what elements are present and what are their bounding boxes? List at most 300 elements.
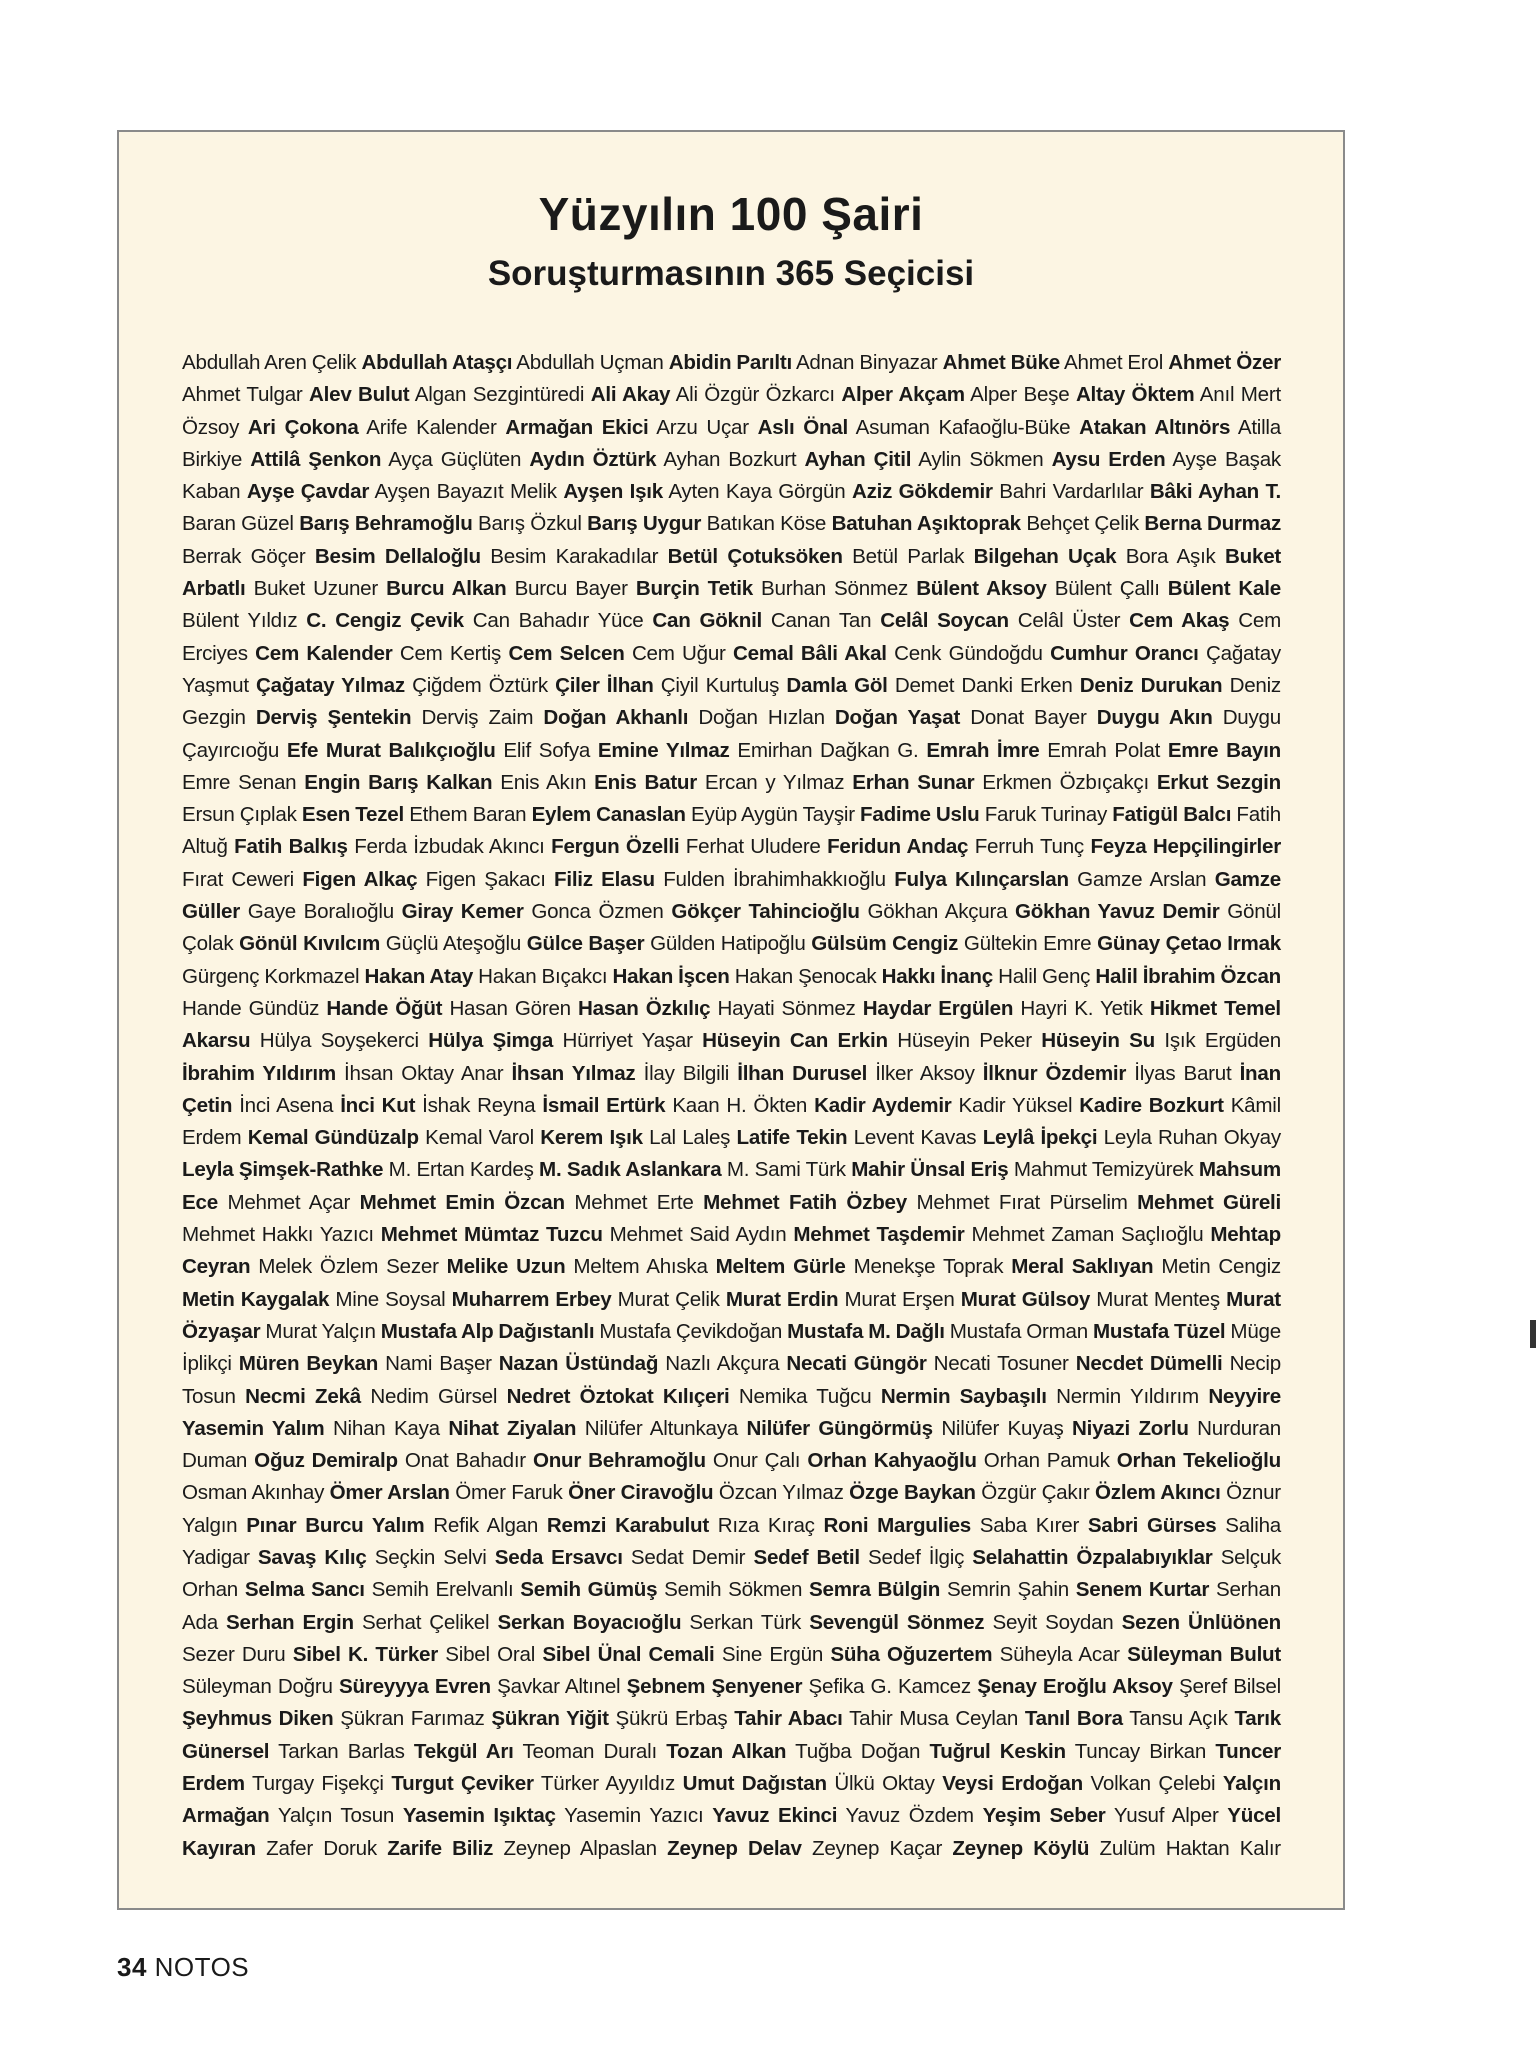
selector-name: Ülkü Oktay bbox=[834, 1772, 935, 1796]
selector-name: Öznur Yalgın bbox=[182, 1481, 1281, 1537]
selector-name: Ferhat Uludere bbox=[685, 835, 821, 859]
selector-name: Nihat Ziyalan bbox=[448, 1416, 577, 1440]
selector-name: Mehmet Said Aydın bbox=[609, 1223, 787, 1247]
selector-name: İbrahim Yıldırım bbox=[182, 1061, 336, 1085]
selector-name: Melike Uzun bbox=[446, 1255, 566, 1279]
selector-name: Doğan Yaşat bbox=[834, 706, 961, 730]
selector-name: Serhan Ada bbox=[182, 1578, 1281, 1634]
selector-name: Duygu Çayırcıoğu bbox=[182, 706, 1281, 762]
selector-name: Adnan Binyazar bbox=[795, 351, 938, 374]
selector-name: Çiğdem Öztürk bbox=[412, 673, 548, 697]
selector-name: Osman Akınhay bbox=[182, 1481, 325, 1505]
selector-name: Seda Ersavcı bbox=[494, 1545, 623, 1569]
selector-name: Gültekin Emre bbox=[963, 932, 1092, 956]
selector-name: Sibel Oral bbox=[445, 1642, 536, 1666]
selector-name: Hakan Atay bbox=[364, 964, 474, 988]
selector-name: Enis Akın bbox=[500, 770, 587, 794]
selector-name: İnci Asena bbox=[239, 1093, 334, 1117]
selector-name: Armağan Ekici bbox=[505, 415, 649, 439]
selector-name: Nilüfer Kuyaş bbox=[941, 1416, 1064, 1440]
selector-name: Turgut Çeviker bbox=[391, 1772, 534, 1796]
selector-name: Tahir Musa Ceylan bbox=[849, 1707, 1019, 1731]
selector-name: Nihan Kaya bbox=[332, 1416, 440, 1440]
selector-name: Faruk Turinay bbox=[984, 803, 1108, 827]
selector-name: Engin Barış Kalkan bbox=[304, 770, 493, 794]
selector-name: Saba Kırer bbox=[979, 1513, 1080, 1537]
selector-name: Günay Çetao Irmak bbox=[1097, 932, 1281, 956]
selector-name: Tuğrul Keskin bbox=[929, 1739, 1066, 1763]
selector-name: Nazan Üstündağ bbox=[498, 1352, 659, 1376]
selector-name: Burcu Alkan bbox=[386, 577, 507, 601]
selector-name: Gülsüm Cengiz bbox=[811, 932, 959, 956]
selector-name: Yeşim Seber bbox=[982, 1804, 1106, 1828]
selector-name: Murat Erşen bbox=[844, 1287, 955, 1311]
selector-name: Halil İbrahim Özcan bbox=[1095, 964, 1282, 988]
selector-name: Nermin Saybaşılı bbox=[880, 1384, 1047, 1408]
selector-name: Hikmet Temel Akarsu bbox=[182, 996, 1281, 1053]
selector-name: Selçuk Orhan bbox=[182, 1545, 1281, 1602]
selector-name: Ayşen Işık bbox=[563, 480, 663, 504]
selector-name: Mehmet Hakkı Yazıcı bbox=[182, 1223, 374, 1247]
selector-name: Ethem Baran bbox=[409, 803, 527, 827]
selector-name: Besim Dellaloğlu bbox=[314, 544, 481, 568]
selector-name: Buket Arbatlı bbox=[182, 544, 1282, 601]
selector-name: Savaş Kılıç bbox=[257, 1545, 367, 1569]
selector-name: Ayhan Çitil bbox=[804, 447, 912, 471]
selector-name: Bora Aşık bbox=[1125, 544, 1216, 568]
selector-name: Gülce Başer bbox=[526, 932, 645, 956]
selector-name: Hasan Gören bbox=[449, 996, 571, 1020]
selector-name: Bâki Ayhan T. bbox=[1149, 480, 1281, 504]
selector-name: Roni Margulies bbox=[823, 1513, 971, 1537]
selector-name: Fergun Özelli bbox=[551, 835, 680, 859]
selector-name: Zeynep Köylü bbox=[952, 1836, 1090, 1860]
selector-name: Alper Beşe bbox=[970, 383, 1070, 407]
selector-name: Barış Behramoğlu bbox=[299, 512, 473, 536]
selector-name: Demet Danki Erken bbox=[894, 673, 1073, 697]
selector-name: Semra Bülgin bbox=[809, 1578, 941, 1602]
selector-name: Emirhan Dağkan G. bbox=[737, 738, 919, 762]
selector-name: Leyla Şimşek-Rathke bbox=[182, 1158, 384, 1182]
selector-name: Sezer Duru bbox=[182, 1642, 286, 1666]
selector-name: Arife Kalender bbox=[366, 415, 497, 439]
selector-name: Alper Akçam bbox=[841, 383, 965, 407]
selector-name: Barış Özkul bbox=[478, 512, 582, 536]
selector-name: Derviş Şentekin bbox=[255, 706, 412, 730]
selector-name: Pınar Burcu Yalım bbox=[246, 1513, 425, 1537]
selector-name: M. Sami Türk bbox=[726, 1158, 846, 1182]
selector-name: Baran Güzel bbox=[182, 512, 294, 536]
selector-name: Berna Durmaz bbox=[1144, 512, 1281, 536]
selector-name: Celâl Üster bbox=[1017, 609, 1121, 633]
selector-name: Nilüfer Güngörmüş bbox=[746, 1416, 933, 1440]
selector-name: Lal Laleş bbox=[649, 1126, 731, 1150]
selector-name: Ali Akay bbox=[590, 383, 671, 407]
selector-name: Sine Ergün bbox=[721, 1642, 824, 1666]
page-subtitle: Soruşturmasının 365 Seçicisi bbox=[487, 254, 975, 293]
selector-name: Ömer Arslan bbox=[329, 1481, 450, 1505]
selector-name: Ayça Güçlüten bbox=[388, 447, 522, 471]
selector-name: Nilüfer Altunkaya bbox=[584, 1416, 738, 1440]
selector-name: Cem Kalender bbox=[255, 641, 393, 665]
selector-name: Necip Tosun bbox=[182, 1352, 1281, 1408]
selector-name: Cem Erciyes bbox=[182, 609, 1281, 665]
selector-name: Ferruh Tunç bbox=[974, 835, 1084, 859]
selector-name: Cemal Bâli Akal bbox=[733, 641, 887, 665]
selector-name: Cenk Gündoğdu bbox=[894, 641, 1043, 665]
selector-name: Necdet Dümelli bbox=[1075, 1352, 1223, 1376]
page-number: 34 bbox=[117, 1952, 147, 1982]
selector-name: Asuman Kafaoğlu-Büke bbox=[855, 415, 1071, 439]
selector-name: Tarık Günersel bbox=[182, 1707, 1281, 1763]
selector-name: Serhan Ergin bbox=[226, 1610, 354, 1634]
selector-name: Gökhan Yavuz Demir bbox=[1015, 900, 1220, 924]
selector-name: Mustafa Alp Dağıstanlı bbox=[380, 1319, 595, 1343]
selector-name: Şükran Farımaz bbox=[340, 1707, 485, 1731]
selector-name: Şeref Bilsel bbox=[1178, 1675, 1281, 1699]
selector-name: Hande Gündüz bbox=[182, 996, 320, 1020]
selector-name: Latife Tekin bbox=[736, 1126, 848, 1150]
selector-name: Semih Erelvanlı bbox=[371, 1578, 514, 1602]
selector-name: Giray Kemer bbox=[401, 900, 524, 924]
selector-name: Abidin Parıltı bbox=[668, 351, 792, 374]
selector-name: Cem Kertiş bbox=[399, 641, 502, 665]
selector-name: Ayhan Bozkurt bbox=[663, 447, 797, 471]
selector-name: Rıza Kıraç bbox=[717, 1513, 815, 1537]
selector-name: Şeyhmus Diken bbox=[182, 1707, 334, 1731]
selector-name: Fulden İbrahimhakkıoğlu bbox=[663, 867, 886, 891]
selector-name: Necati Tosuner bbox=[933, 1352, 1069, 1376]
selector-name: Enis Batur bbox=[594, 770, 698, 794]
selector-name: Figen Alkaç bbox=[302, 867, 418, 891]
selector-name: İlyas Barut bbox=[1134, 1061, 1232, 1085]
selector-name: Niyazi Zorlu bbox=[1071, 1416, 1189, 1440]
selector-name: Çağatay Yaşmut bbox=[182, 641, 1281, 697]
selector-name: İhsan Oktay Anar bbox=[344, 1061, 504, 1085]
selector-name: Eyüp Aygün Tayşir bbox=[690, 803, 855, 827]
selector-name: Mehmet Açar bbox=[227, 1190, 351, 1214]
selector-name: Bahri Vardarlılar bbox=[999, 480, 1144, 504]
selector-name: Semih Sökmen bbox=[664, 1578, 803, 1602]
selector-name: Hakan Bıçakcı bbox=[478, 964, 608, 988]
selector-name: Hasan Özkılıç bbox=[578, 996, 711, 1020]
selector-name: Ari Çokona bbox=[247, 415, 359, 439]
selector-name: Özcan Yılmaz bbox=[718, 1481, 844, 1505]
selector-name: Behçet Çelik bbox=[1026, 512, 1139, 536]
selector-name: İshak Reyna bbox=[422, 1093, 536, 1117]
selector-name: Mustafa M. Dağlı bbox=[787, 1319, 945, 1343]
selector-name: Tahir Abacı bbox=[734, 1707, 843, 1731]
selector-name: Çağatay Yılmaz bbox=[255, 673, 405, 697]
selector-name: Tozan Alkan bbox=[666, 1739, 787, 1763]
selector-name: Öner Ciravoğlu bbox=[568, 1481, 714, 1505]
selector-name: Nermin Yıldırım bbox=[1056, 1384, 1199, 1408]
selector-name: Şükrü Erbaş bbox=[615, 1707, 728, 1731]
selector-name: Yasemin Yazıcı bbox=[564, 1804, 704, 1828]
page-title: Yüzyılın 100 Şairi bbox=[538, 188, 924, 240]
selector-name: Necati Güngör bbox=[786, 1352, 927, 1376]
selector-name: Metin Cengiz bbox=[1161, 1255, 1281, 1279]
selector-name: Şebnem Şenyener bbox=[626, 1675, 803, 1699]
selector-name: Mustafa Çevikdoğan bbox=[599, 1319, 783, 1343]
selector-name: Mehmet Erte bbox=[574, 1190, 694, 1214]
selector-name: Aysu Erden bbox=[1051, 447, 1166, 471]
selector-name: Müge İplikçi bbox=[182, 1319, 1281, 1376]
selector-name: Anıl Mert Özsoy bbox=[182, 383, 1281, 439]
selector-name: Buket Uzuner bbox=[253, 577, 378, 601]
selector-name: Leylâ İpekçi bbox=[982, 1126, 1098, 1150]
selector-name: Derviş Zaim bbox=[421, 706, 534, 730]
selector-name: Zarife Biliz bbox=[387, 1836, 494, 1860]
selector-name: Turgay Fişekçi bbox=[252, 1772, 384, 1796]
selector-name: Meltem Gürle bbox=[715, 1255, 846, 1279]
selector-name: Metin Kaygalak bbox=[182, 1287, 330, 1311]
magazine-name: NOTOS bbox=[154, 1952, 250, 1982]
selector-name: Fadime Uslu bbox=[860, 803, 980, 827]
selector-name: İlay Bilgili bbox=[643, 1061, 730, 1085]
selector-name: Aylin Sökmen bbox=[918, 447, 1044, 471]
selector-name: Kadir Aydemir bbox=[814, 1093, 952, 1117]
selector-name: Mahmut Temizyürek bbox=[1013, 1158, 1194, 1182]
selector-name: Hayri K. Yetik bbox=[1020, 996, 1143, 1020]
selector-name: Abdullah Aren Çelik bbox=[182, 351, 357, 374]
selector-name: Deniz Gezgin bbox=[182, 673, 1281, 730]
selector-name: Alev Bulut bbox=[309, 383, 410, 407]
selector-name: Besim Karakadılar bbox=[490, 544, 659, 568]
selector-name: Gönül Kıvılcım bbox=[239, 932, 381, 956]
selector-name: Senem Kurtar bbox=[1075, 1578, 1210, 1602]
selector-name: Mahir Ünsal Eriş bbox=[851, 1158, 1009, 1182]
selector-name: Yavuz Ekinci bbox=[712, 1804, 838, 1828]
selector-name: C. Cengiz Çevik bbox=[306, 609, 464, 633]
selector-name: Celâl Soycan bbox=[880, 609, 1009, 633]
selector-name: Burçin Tetik bbox=[635, 577, 753, 601]
selector-name: Mehmet Fırat Pürselim bbox=[916, 1190, 1128, 1214]
selector-name: Fulya Kılınçarslan bbox=[894, 867, 1069, 891]
selector-name: İlhan Durusel bbox=[737, 1061, 868, 1085]
selector-name: Hüseyin Su bbox=[1041, 1029, 1155, 1053]
selector-name: Türker Ayyıldız bbox=[540, 1772, 676, 1796]
selector-name: Ahmet Tulgar bbox=[182, 383, 303, 407]
selector-name: Refik Algan bbox=[433, 1513, 539, 1537]
selector-name: Efe Murat Balıkçıoğlu bbox=[286, 738, 496, 762]
selector-name: Emrah İmre bbox=[926, 738, 1040, 762]
selector-name: Kemal Gündüzalp bbox=[247, 1126, 419, 1150]
selector-name: Damla Göl bbox=[786, 673, 888, 697]
selector-name: Orhan Pamuk bbox=[983, 1449, 1110, 1473]
selector-name: Sedef İlgiç bbox=[868, 1545, 965, 1569]
selector-name: Meral Saklıyan bbox=[1011, 1255, 1154, 1279]
selector-name: Kaan H. Ökten bbox=[672, 1093, 808, 1117]
selector-name: Hande Öğüt bbox=[326, 996, 443, 1020]
selector-name: Abdullah Uçman bbox=[516, 351, 664, 374]
selector-name: Tuncay Birkan bbox=[1074, 1739, 1207, 1763]
selector-name: Ayşen Bayazıt Melik bbox=[374, 480, 557, 504]
selector-name: İlknur Özdemir bbox=[982, 1061, 1127, 1085]
selector-name: Umut Dağıstan bbox=[682, 1772, 827, 1796]
selector-name: Hülya Soyşekerci bbox=[259, 1029, 419, 1053]
selector-name: Şavkar Altınel bbox=[497, 1675, 621, 1699]
selector-name: Aziz Gökdemir bbox=[851, 480, 993, 504]
selector-name: Onat Bahadır bbox=[404, 1449, 526, 1473]
selector-name: Nedim Gürsel bbox=[370, 1384, 498, 1408]
selector-name: Sibel K. Türker bbox=[292, 1642, 438, 1666]
selector-name: Batıkan Köse bbox=[706, 512, 827, 536]
selector-name: Gürgenç Korkmazel bbox=[182, 964, 360, 988]
selector-name: Ahmet Erol bbox=[1064, 351, 1164, 374]
selector-name: İhsan Yılmaz bbox=[511, 1061, 636, 1085]
selector-name: Doğan Hızlan bbox=[698, 706, 825, 730]
selector-name: Oğuz Demiralp bbox=[254, 1449, 398, 1473]
selector-name: Berrak Göçer bbox=[182, 544, 306, 568]
selector-name: Tuncer Erdem bbox=[182, 1739, 1281, 1796]
selector-name: Melek Özlem Sezer bbox=[258, 1255, 439, 1279]
selector-name: Ayşe Başak Kaban bbox=[182, 447, 1281, 504]
selector-name: Fatih Altuğ bbox=[182, 803, 1281, 859]
selector-name: Deniz Durukan bbox=[1079, 673, 1223, 697]
selector-name: Orhan Kahyaoğlu bbox=[807, 1449, 977, 1473]
selector-name: Serkan Boyacıoğlu bbox=[497, 1610, 682, 1634]
selector-name: Mahsum Ece bbox=[182, 1158, 1281, 1214]
selector-name: Sabri Gürses bbox=[1087, 1513, 1217, 1537]
selector-name: İsmail Ertürk bbox=[542, 1093, 666, 1117]
selector-name: Muharrem Erbey bbox=[451, 1287, 612, 1311]
selector-name: Çiler İlhan bbox=[555, 673, 654, 697]
selector-name: Süleyman Doğru bbox=[182, 1675, 333, 1699]
selector-name: Yalçın Armağan bbox=[182, 1772, 1281, 1828]
selector-name: Zulüm Haktan Kalır bbox=[1099, 1836, 1281, 1860]
selector-name: Mehmet Fatih Özbey bbox=[703, 1190, 907, 1214]
selector-name: Seçkin Selvi bbox=[374, 1545, 487, 1569]
selector-name: Doğan Akhanlı bbox=[543, 706, 689, 730]
selector-name: Orhan Tekelioğlu bbox=[1116, 1449, 1281, 1473]
selector-name: Zeynep Kaçar bbox=[812, 1836, 943, 1860]
selector-name: Kâmil Erdem bbox=[182, 1093, 1281, 1150]
selector-name: Hakan Şenocak bbox=[734, 964, 877, 988]
selector-name: Batuhan Aşıktoprak bbox=[831, 512, 1021, 536]
selector-name: Şenay Eroğlu Aksoy bbox=[977, 1675, 1173, 1699]
selector-name: Atakan Altınörs bbox=[1079, 415, 1231, 439]
selector-name: İnan Çetin bbox=[182, 1061, 1281, 1117]
selector-name: Tansu Açık bbox=[1129, 1707, 1228, 1731]
page-footer bbox=[117, 1952, 249, 1983]
selector-name: Mustafa Tüzel bbox=[1092, 1319, 1226, 1343]
selector-name: Sezen Ünlüönen bbox=[1121, 1610, 1281, 1634]
selector-name: Emre Senan bbox=[182, 770, 297, 794]
selector-name: Gönül Çolak bbox=[182, 900, 1281, 956]
selector-name: Emine Yılmaz bbox=[597, 738, 730, 762]
selector-name: Özlem Akıncı bbox=[1095, 1481, 1221, 1505]
selector-name: Mehmet Güreli bbox=[1137, 1190, 1281, 1214]
selector-name: Feridun Andaç bbox=[827, 835, 969, 859]
selector-name: Saliha Yadigar bbox=[182, 1513, 1281, 1569]
selector-name: Çiyil Kurtuluş bbox=[660, 673, 780, 697]
selector-name: Figen Şakacı bbox=[425, 867, 546, 891]
selector-name: Cem Uğur bbox=[631, 641, 726, 665]
selector-name: Mehmet Zaman Saçlıoğlu bbox=[971, 1223, 1204, 1247]
selector-name: Ersun Çıplak bbox=[182, 803, 297, 827]
selector-name: Neyyire Yasemin Yalım bbox=[182, 1384, 1281, 1440]
selector-name: Hüseyin Peker bbox=[897, 1029, 1032, 1053]
selector-name: Tarkan Barlas bbox=[278, 1739, 405, 1763]
selector-name: Sedat Demir bbox=[630, 1545, 746, 1569]
selector-name: Atilla Birkiye bbox=[182, 415, 1281, 471]
selector-name: Özgür Çakır bbox=[981, 1481, 1090, 1505]
selector-name: Hürriyet Yaşar bbox=[562, 1029, 693, 1053]
selector-name: Süha Oğuzertem bbox=[830, 1642, 993, 1666]
selector-name: Serhat Çelikel bbox=[361, 1610, 490, 1634]
selector-name: Tekgül Arı bbox=[413, 1739, 514, 1763]
selector-name: Tanıl Bora bbox=[1024, 1707, 1123, 1731]
selector-name: Yasemin Işıktaç bbox=[402, 1804, 556, 1828]
selector-name: Abdullah Ataşçı bbox=[361, 351, 513, 374]
selector-name: Fatigül Balcı bbox=[1112, 803, 1232, 827]
selector-name: Cumhur Orancı bbox=[1050, 641, 1199, 665]
selector-name: Onur Behramoğlu bbox=[532, 1449, 706, 1473]
selector-name: Aslı Önal bbox=[757, 415, 848, 439]
selector-name: Gamze Güller bbox=[182, 867, 1281, 924]
selector-name: Remzi Karabulut bbox=[546, 1513, 709, 1537]
selector-name: Halil Genç bbox=[998, 964, 1091, 988]
selector-name: Mehmet Emin Özcan bbox=[359, 1190, 565, 1214]
selector-name: Haydar Ergülen bbox=[862, 996, 1014, 1020]
selector-name: Erkut Sezgin bbox=[1156, 770, 1281, 794]
selector-name: Mehtap Ceyran bbox=[182, 1223, 1281, 1279]
selector-name: M. Sadık Aslankara bbox=[539, 1158, 722, 1182]
selector-name: Mine Soysal bbox=[335, 1287, 446, 1311]
selector-name: Nemika Tuğcu bbox=[738, 1384, 872, 1408]
selector-name: Cem Akaş bbox=[1129, 609, 1230, 633]
selector-name: Veysi Erdoğan bbox=[942, 1772, 1083, 1796]
selector-name: Sedef Betil bbox=[753, 1545, 860, 1569]
selector-name: Erkmen Özbıçakçı bbox=[982, 770, 1149, 794]
selector-name: Süheyla Acar bbox=[999, 1642, 1120, 1666]
selector-name: Müren Beykan bbox=[238, 1352, 379, 1376]
selector-name: M. Ertan Kardeş bbox=[388, 1158, 534, 1182]
selector-name: Süreyyya Evren bbox=[338, 1675, 491, 1699]
selector-name: Necmi Zekâ bbox=[245, 1384, 361, 1408]
selector-name: Hülya Şimga bbox=[428, 1029, 554, 1053]
selectors-box bbox=[117, 130, 1345, 1910]
selector-name: Nami Başer bbox=[385, 1352, 492, 1376]
selector-name: Yücel Kayıran bbox=[182, 1804, 1281, 1860]
selector-name: Ayşe Çavdar bbox=[246, 480, 370, 504]
selector-name: Meltem Ahıska bbox=[573, 1255, 708, 1279]
selector-name: Arzu Uçar bbox=[656, 415, 749, 439]
selector-name: Betül Çotuksöken bbox=[667, 544, 843, 568]
selector-name: Murat Erdin bbox=[725, 1287, 839, 1311]
selector-name: Tuğba Doğan bbox=[795, 1739, 921, 1763]
selector-name: Ali Özgür Özkarcı bbox=[675, 383, 835, 407]
selector-name: Kadir Yüksel bbox=[958, 1093, 1073, 1117]
selector-name: Zeynep Delav bbox=[667, 1836, 802, 1860]
selector-name: Güçlü Ateşoğlu bbox=[385, 932, 522, 956]
selector-name: Ömer Faruk bbox=[455, 1481, 563, 1505]
page-edge-mark bbox=[1530, 1320, 1536, 1348]
selector-name: Sevengül Sönmez bbox=[809, 1610, 985, 1634]
selector-name: Esen Tezel bbox=[301, 803, 404, 827]
selector-name: Nurduran Duman bbox=[182, 1416, 1282, 1473]
selector-name: Elif Sofya bbox=[503, 738, 591, 762]
selector-name: Mehmet Taşdemir bbox=[793, 1223, 965, 1247]
selector-name: Ayten Kaya Görgün bbox=[668, 480, 846, 504]
selector-name: Mehmet Mümtaz Tuzcu bbox=[380, 1223, 603, 1247]
selector-name: Murat Gülsoy bbox=[960, 1287, 1091, 1311]
selector-name: Teoman Duralı bbox=[522, 1739, 657, 1763]
selector-name: Feyza Hepçilingirler bbox=[1090, 835, 1281, 859]
selector-name: Murat Yalçın bbox=[265, 1319, 376, 1343]
selector-name: Gökhan Akçura bbox=[867, 900, 1008, 924]
